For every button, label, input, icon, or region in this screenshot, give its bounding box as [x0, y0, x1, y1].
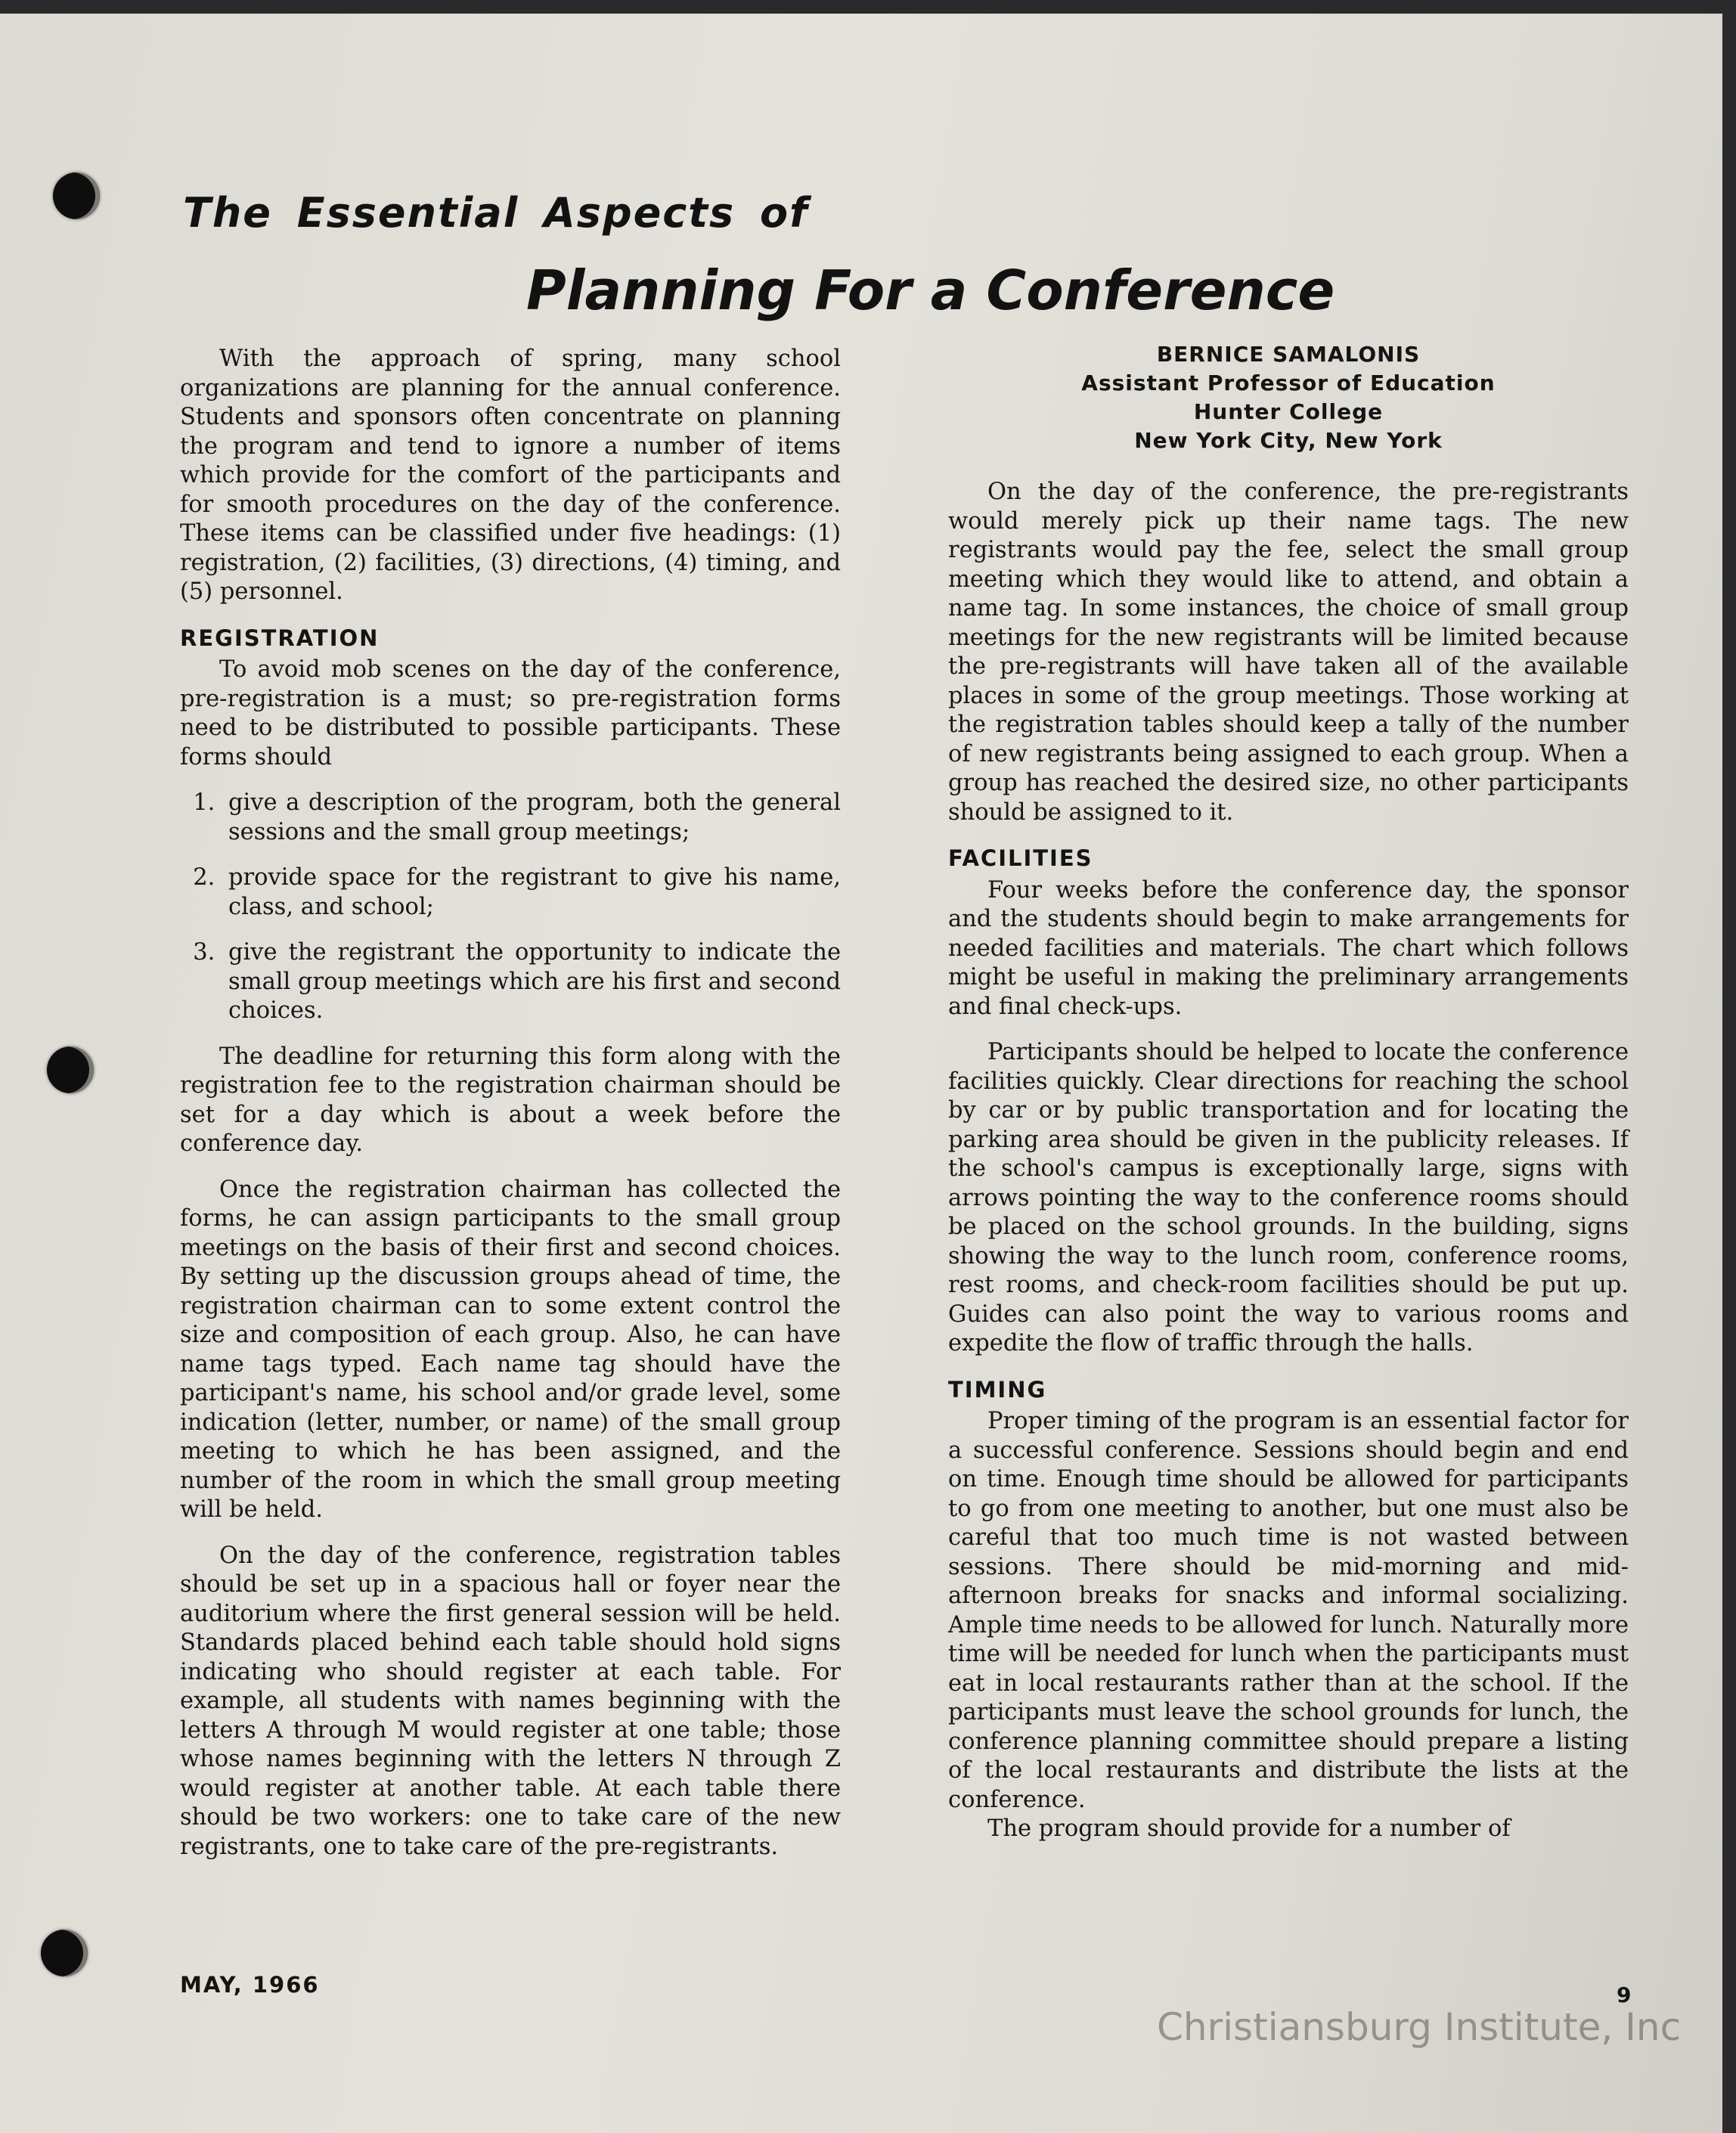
list-item: 2. provide space for the registrant to give his name, class, and school; [222, 863, 841, 922]
list-item: 3. give the registrant the opportunity to indicate the small group meetings which are his first and second choices. [222, 938, 841, 1026]
timing-paragraph-1: Proper timing of the program is an essential factor for a successful conference. Sessions should begin and end on time. Enough time should be allowed for participants to go from one meeting to another, but one must also be careful that too much time is not wasted between sessions. There should be mid-morning and mid-afternoon breaks for snacks and informal socializing. Ample time needs to be allowed for lunch. Naturally more time will be needed for lunch when the participants must eat in local restaurants rather than at the school. If the participants must leave the school grounds for lunch, the conference planning committee should prepare a listing of the local restaurants and distribute the lists at the conference. [948, 1408, 1629, 1813]
binder-hole-top [53, 172, 100, 219]
magazine-page [0, 14, 1722, 2133]
author-position: Assistant Professor of Education [1081, 370, 1496, 395]
list-item: 1. give a description of the program, both the general sessions and the small group meetings; [222, 789, 841, 847]
intro-paragraph: With the approach of spring, many school organizations are planning for the annual conference. Students and sponsors often concentrate on planning the program and tend to ignore a number of items which provide for the comfort of the participants and for smooth procedures on the day of the conference. These items can be classified under five headings: (1) registration, (2) facilities, (3) directions, (4) timing, and (5) personnel. [180, 346, 841, 605]
issue-date: MAY, 1966 [180, 1972, 320, 1998]
title-line-1: The Essential Aspects of [183, 189, 809, 237]
left-column [180, 345, 841, 1862]
assign-paragraph: Once the registration chairman has collected the forms, he can assign participants to the small group meetings on the basis of their first and second choices. By setting up the discussion groups ahead of time, the registration chairman can to some extent control the size and composition of each group. Also, he can have name tags typed. Each name tag should have the participant's name, his school and/or grade level, some indication (letter, number, or name) of the small group meeting to which he has been assigned, and the number of the room in which the small group meeting will be held. [180, 1176, 841, 1523]
timing-paragraph-2: The program should provide for a number of [987, 1815, 1511, 1842]
author-location: New York City, New York [1134, 428, 1443, 453]
registration-heading: REGISTRATION [180, 625, 380, 651]
author-byline [948, 340, 1629, 455]
facilities-heading: FACILITIES [948, 845, 1093, 871]
tables-paragraph: On the day of the conference, registration tables should be set up in a spacious hall or foyer near the auditorium where the first general session will be held. Standards placed behind each table should hold signs indicating who should register at each table. For example, all students with names beginning with the letters A through M would register at one table; those whose names beginning with the letters N through Z would register at another table. At each table there should be two workers: one to take care of the new registrants, one to take care of the pre-registrants. [180, 1542, 841, 1860]
author-institution: Hunter College [1193, 399, 1384, 424]
author-name: BERNICE SAMALONIS [1156, 342, 1421, 367]
registration-intro: To avoid mob scenes on the day of the conference, pre-registration is a must; so pre-registration forms need to be distributed to possible participants. These forms should [180, 656, 841, 770]
deadline-paragraph: The deadline for returning this form along with the registration fee to the registration chairman should be set for a day which is about a week before the conference day. [180, 1043, 841, 1157]
facilities-paragraph-1: Four weeks before the conference day, the sponsor and the students should begin to make arrangements for needed facilities and materials. The chart which follows might be useful in making the preliminary arrangements and final check-ups. [948, 876, 1629, 1020]
binder-hole-middle [47, 1046, 94, 1093]
title-line-2: Planning For a Conference [526, 259, 1335, 322]
binder-hole-bottom [41, 1930, 88, 1976]
watermark: Christiansburg Institute, Inc [1157, 2005, 1682, 2049]
timing-heading: TIMING [948, 1376, 1047, 1403]
right-column [948, 340, 1629, 1844]
facilities-paragraph-2: Participants should be helped to locate the conference facilities quickly. Clear directions for reaching the school by car or by public transportation and for locating the parking area should be given in the publicity releases. If the school's campus is exceptionally large, signs with arrows pointing the way to the conference rooms should be placed on the school grounds. In the building, signs showing the way to the lunch room, conference rooms, rest rooms, and check-room facilities should be put up. Guides can also point the way to various rooms and expedite the flow of traffic through the halls. [948, 1039, 1629, 1356]
page-number: 9 [1617, 1983, 1632, 2007]
day-of-paragraph: On the day of the conference, the pre-registrants would merely pick up their name tags. The new registrants would pay the fee, select the small group meeting which they would like to attend, and obtain a name tag. In some instances, the choice of small group meetings for the new registrants will be limited because the pre-registrants will have taken all of the available places in some of the group meetings. Those working at the registration tables should keep a tally of the number of new registrants being assigned to each group. When a group has reached the desired size, no other participants should be assigned to it. [948, 479, 1629, 826]
registration-form-list [180, 789, 841, 1026]
